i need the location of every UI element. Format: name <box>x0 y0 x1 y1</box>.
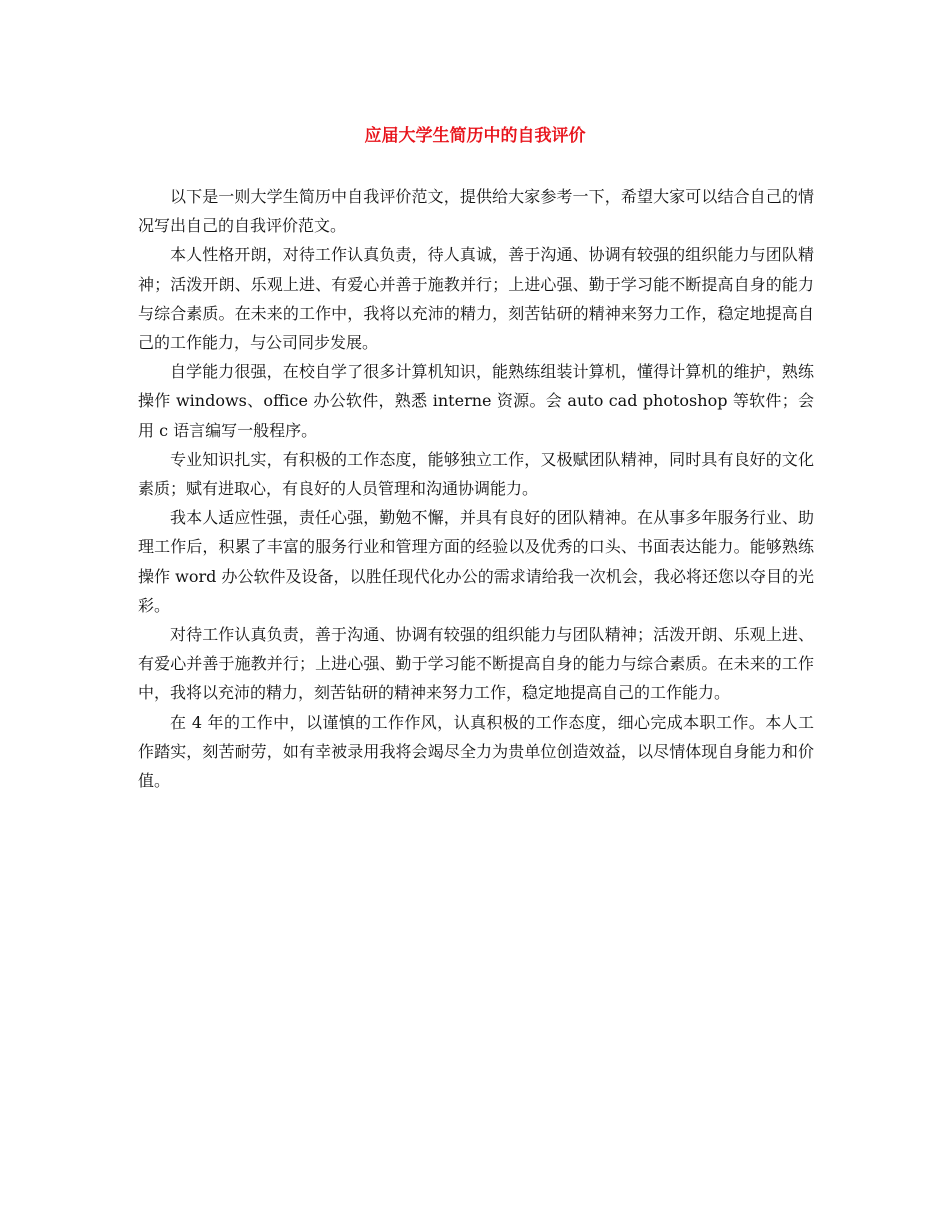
paragraph-experience: 在 4 年的工作中，以谨慎的工作作风，认真积极的工作态度，细心完成本职工作。本人工作踏实，刻苦耐劳，如有幸被录用我将会竭尽全力为贵单位创造效益，以尽情体现自身能力和价值。 <box>138 712 814 791</box>
paragraph-adaptability: 我本人适应性强，责任心强，勤勉不懈，并具有良好的团队精神。在从事多年服务行业、助理工作后，积累了丰富的服务行业和管理方面的经验以及优秀的口头、书面表达能力。能够熟练操作 word 办公软件及设备，以胜任现代化办公的需求请给我一次机会，我必将还您以夺目的光彩。 <box>138 508 814 615</box>
paragraph-personality: 本人性格开朗，对待工作认真负责，待人真诚，善于沟通、协调有较强的组织能力与团队精神；活泼开朗、乐观上进、有爱心并善于施教并行；上进心强、勤于学习能不断提高自身的能力与综合素质。在未来的工作中，我将以充沛的精力，刻苦钻研的精神来努力工作，稳定地提高自己的工作能力，与公司同步发展。 <box>138 245 814 353</box>
document-body <box>138 182 814 795</box>
paragraph-intro: 以下是一则大学生简历中自我评价范文，提供给大家参考一下，希望大家可以结合自己的情况写出自己的自我评价范文。 <box>138 187 814 236</box>
paragraph-professional-knowledge: 专业知识扎实，有积极的工作态度，能够独立工作，又极赋团队精神，同时具有良好的文化素质；赋有进取心，有良好的人员管理和沟通协调能力。 <box>138 449 814 499</box>
paragraph-computer-skills: 自学能力很强，在校自学了很多计算机知识，能熟练组装计算机，懂得计算机的维护，熟练操作 windows、office 办公软件，熟悉 interne 资源。会 auto cad photoshop 等软件；会用 c 语言编写一般程序。 <box>138 362 814 440</box>
paragraph-work-attitude: 对待工作认真负责，善于沟通、协调有较强的组织能力与团队精神；活泼开朗、乐观上进、有爱心并善于施教并行；上进心强、勤于学习能不断提高自身的能力与综合素质。在未来的工作中，我将以充沛的精力，刻苦钻研的精神来努力工作，稳定地提高自己的工作能力。 <box>138 625 814 703</box>
document-title: 应届大学生简历中的自我评价 <box>364 126 586 146</box>
